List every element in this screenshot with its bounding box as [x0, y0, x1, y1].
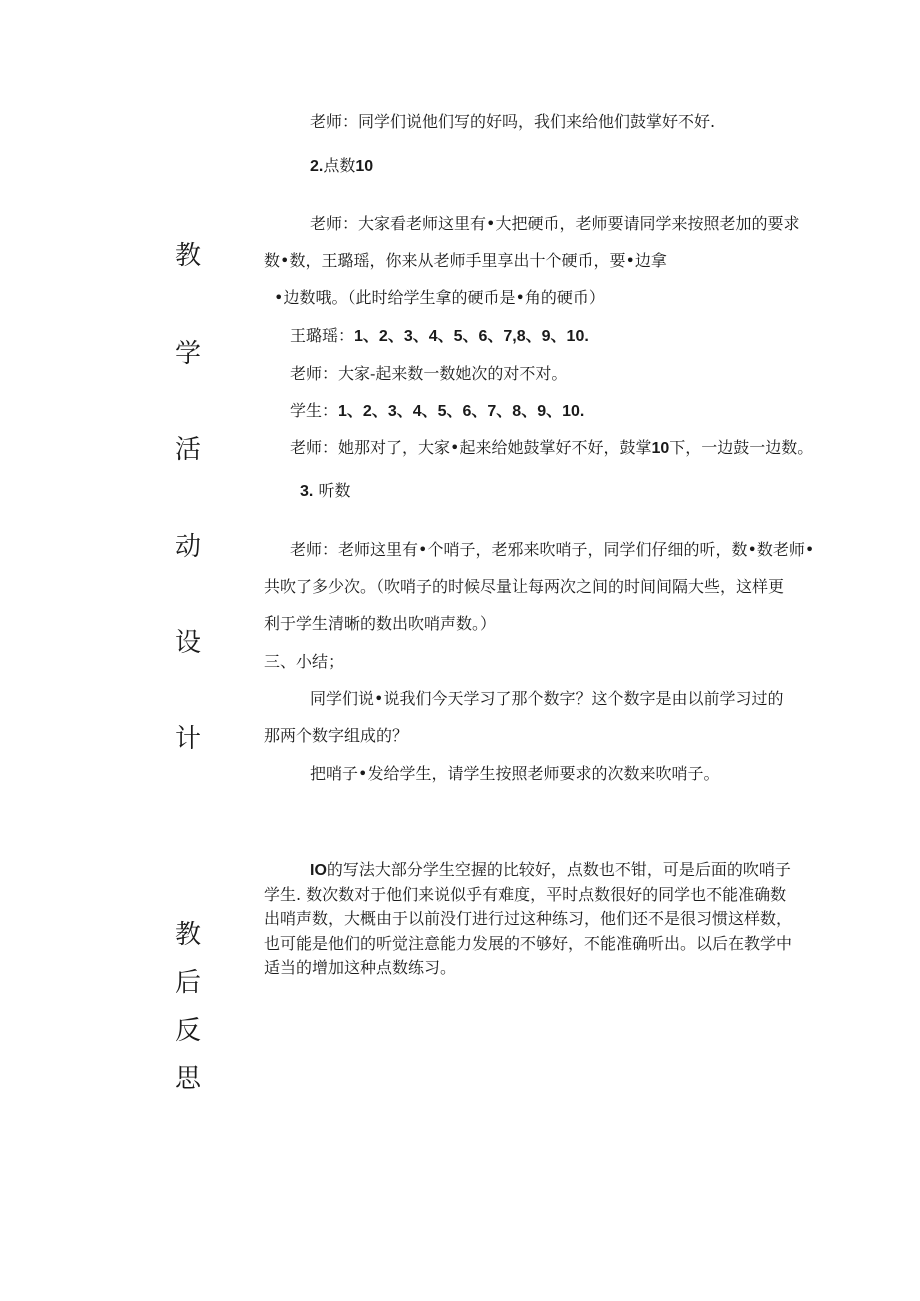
paragraph-line: 老师：老师这里有•个哨子，老邪来吹哨子，同学们仔细的听，数•数老师•: [290, 540, 815, 559]
paragraph-line: 利于学生清晰的数出吹哨声数。）: [264, 614, 497, 633]
side-label-char: 思: [175, 1064, 202, 1094]
side-label-char: 设: [175, 628, 202, 658]
paragraph-line: •边数哦。（此时给学生拿的硬币是•角的硬币）: [274, 288, 605, 307]
section-heading: [300, 481, 350, 502]
paragraph-line: 同学们说•说我们今天学习了那个数字？这个数字是由以前学习过的: [310, 689, 784, 708]
paragraph-line: 那两个数字组成的？: [264, 726, 409, 745]
teacher-line: [290, 438, 813, 459]
heading-text: 点数: [323, 156, 356, 175]
side-label-char: 教: [175, 920, 202, 950]
section-heading: [310, 156, 373, 177]
text-part: 的写法大部分学生空握的比较好，点数也不钳，可是后面的吹哨子: [326, 860, 791, 879]
reflection-line: 学生. 数次数对于他们来说似乎有难度，平时点数很好的同学也不能准确数: [264, 885, 787, 904]
number-text: IO: [310, 862, 327, 879]
paragraph-line: 共吹了多少次。（吹哨子的时候尽量让每两次之间的时间间隔大些，这样更: [264, 577, 785, 596]
student-count-line: [290, 326, 589, 347]
text-part: 老师：她那对了，大家•起来给她鼓掌好不好，鼓掌: [290, 438, 652, 457]
teacher-line: 老师：大家-起来数一数她次的对不对。: [290, 364, 568, 383]
paragraph-line: 把哨子•发给学生，请学生按照老师要求的次数来吹哨子。: [310, 764, 720, 783]
speaker-label: 王璐瑶：: [290, 326, 355, 345]
side-label-char: 后: [175, 968, 202, 998]
reflection-line: 出哨声数，大概由于以前没仃进行过这种练习，他们还不是很习惯这样数，: [264, 909, 793, 928]
speaker-label: 学生：: [290, 401, 339, 420]
side-label-char: 教: [175, 241, 202, 271]
text-part: 下，一边鼓一边数。: [669, 438, 814, 457]
summary-heading: 三、小结；: [264, 652, 345, 671]
side-label-char: 动: [175, 532, 202, 562]
paragraph-line: 数•数，王璐瑶，你来从老师手里享出十个硬币，要•边拿: [264, 251, 667, 270]
clap-count: 10: [651, 440, 670, 457]
count-sequence: 1、2、3、4、5、6、7,8、9、10.: [354, 328, 589, 345]
heading-number: 3.: [300, 483, 314, 500]
side-label-char: 计: [175, 724, 202, 754]
student-count-line: [290, 401, 584, 422]
paragraph-line: 老师：大家看老师这里有•大把硬币，老师要请同学来按照老加的要求: [310, 214, 800, 233]
side-label-char: 活: [175, 435, 202, 465]
heading-number: 10: [355, 158, 374, 175]
teacher-line: 老师：同学们说他们写的好吗，我们来给他们鼓掌好不好.: [310, 112, 716, 131]
heading-text: 听数: [318, 481, 351, 500]
heading-number: 2.: [310, 158, 324, 175]
reflection-line: [310, 860, 791, 881]
side-label-char: 学: [175, 339, 202, 369]
reflection-line: 适当的增加这种点数练习。: [264, 958, 457, 977]
side-label-char: 反: [175, 1016, 202, 1046]
reflection-line: 也可能是他们的听觉注意能力发展的不够好，不能准确听出。以后在教学中: [264, 934, 793, 953]
count-sequence: 1、2、3、4、5、6、7、8、9、10.: [338, 403, 585, 420]
